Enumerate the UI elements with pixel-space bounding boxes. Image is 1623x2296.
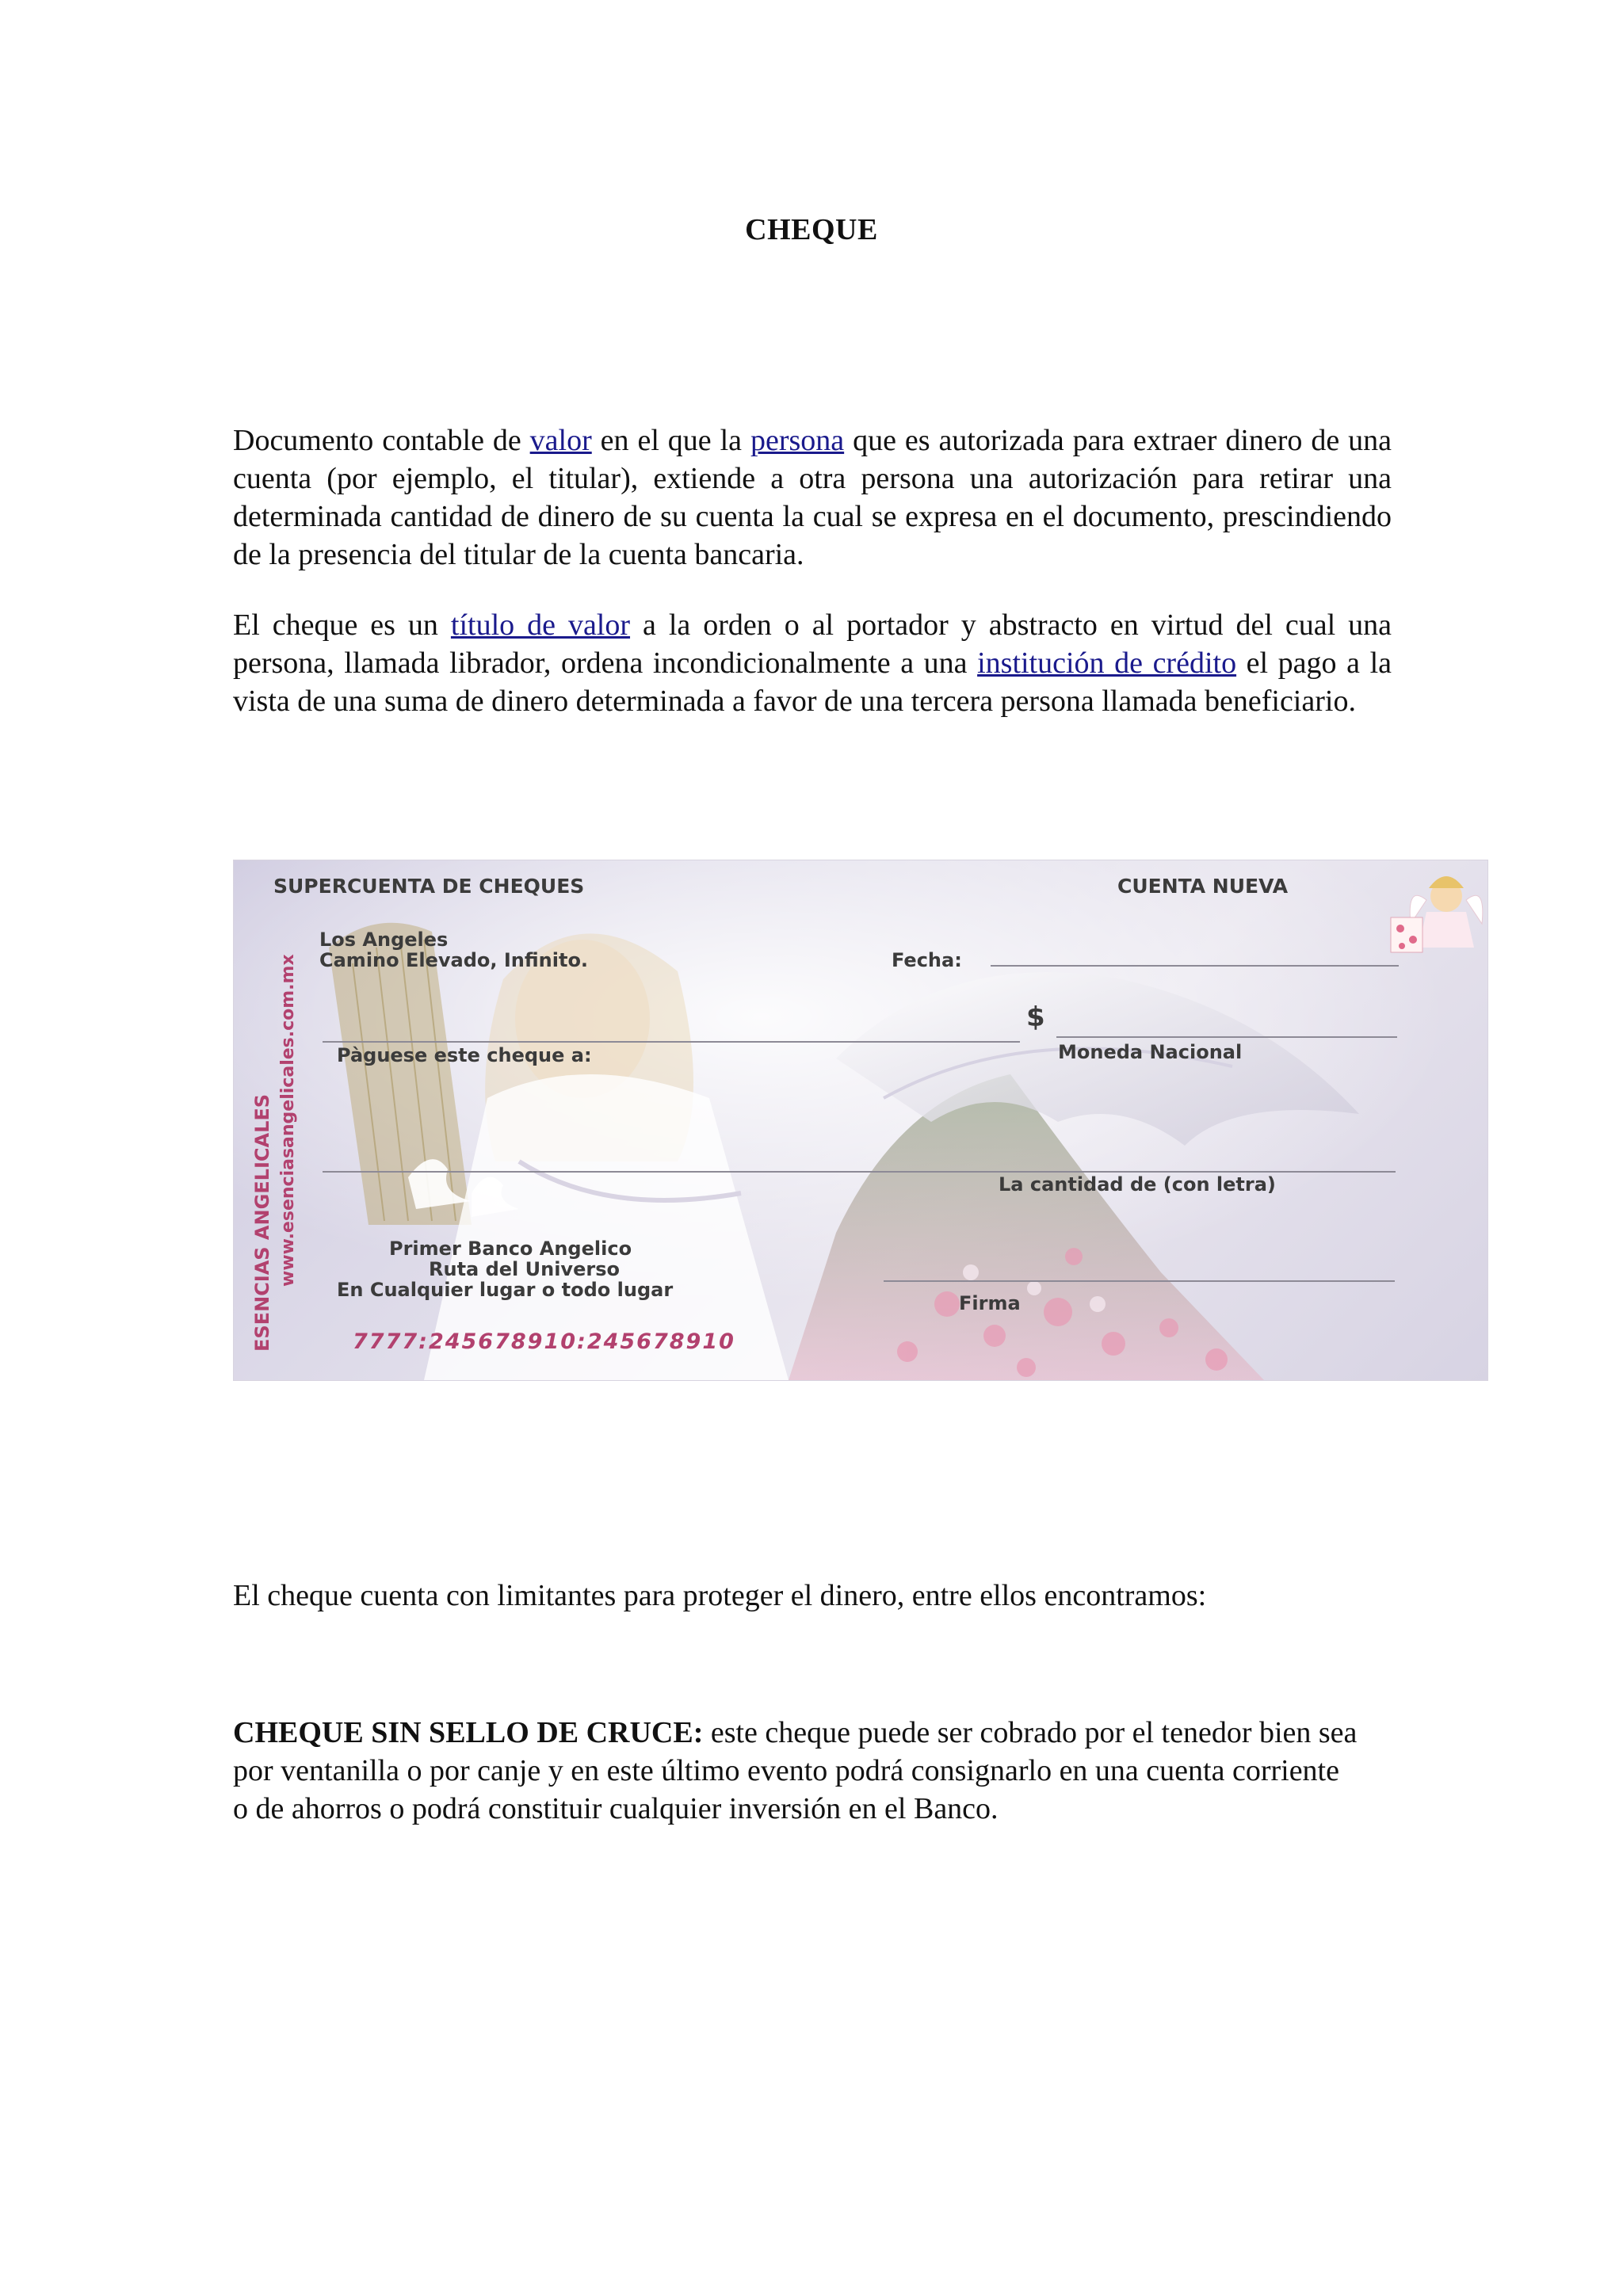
signature-line [884, 1280, 1395, 1282]
term-heading: CHEQUE SIN SELLO DE CRUCE: [233, 1716, 704, 1749]
paragraph-text: en el que la [591, 424, 750, 457]
side-brand-name: ESENCIAS ANGELICALES [251, 1093, 273, 1352]
paragraph-definition [233, 421, 1392, 574]
paragraph-limitations: El cheque cuenta con limitantes para proteger el dinero, entre ellos encontramos: [233, 1579, 1207, 1612]
paragraph-text: El cheque es un [233, 608, 451, 642]
amount-line [1056, 1036, 1397, 1038]
paragraph-text: este cheque puede ser cobrado por el tenedor bien sea por ventanilla o por canje y en este último evento podrá consignarlo en una cuenta corriente o de ahorros o podrá constituir cualquier inversión en el Banco. [233, 1716, 1358, 1825]
cheque-address-line2: Camino Elevado, Infinito. [319, 949, 589, 971]
bank-line1: Primer Banco Angelico [389, 1238, 632, 1260]
cheque-image [233, 860, 1488, 1381]
paragraph-text: el pago a la vista de una suma de dinero determinada a favor de una tercera persona llamada beneficiario. [233, 646, 1392, 718]
pay-to-label: Pàguese este cheque a: [337, 1044, 592, 1066]
cheque-header-left: SUPERCUENTA DE CHEQUES [273, 875, 585, 898]
link-institucion-de-credito[interactable]: institución de crédito [977, 646, 1237, 680]
paragraph-text: a la orden o al portador y abstracto en virtud del cual una persona, llamada librador, ordena incondicionalmente a una [233, 608, 1392, 680]
paragraph-text: Documento contable de [233, 424, 530, 457]
cheque-header-right: CUENTA NUEVA [1117, 875, 1289, 898]
amount-words-label: La cantidad de (con letra) [999, 1173, 1276, 1196]
bank-line3: En Cualquier lugar o todo lugar [337, 1279, 674, 1301]
cheque-fecha-label: Fecha: [892, 949, 962, 971]
fecha-line [991, 965, 1399, 967]
firma-label: Firma [959, 1292, 1021, 1314]
paragraph-cheque-sin-sello [233, 1714, 1358, 1828]
paragraph-text: que es autorizada para extraer dinero de una cuenta (por ejemplo, el titular), extiende a otra persona una autorización para retirar una determinada cantidad de dinero de su cuenta la cual se expresa en el documento, prescindiendo de la presencia del titular de la cuenta bancaria. [233, 424, 1392, 571]
link-valor[interactable]: valor [529, 424, 592, 457]
cheque-address-line1: Los Angeles [319, 929, 449, 951]
dollar-sign: $ [1026, 1001, 1045, 1033]
bank-line2: Ruta del Universo [429, 1258, 620, 1280]
link-persona[interactable]: persona [750, 424, 845, 457]
page-title: CHEQUE [745, 213, 878, 246]
amount-words-line [323, 1171, 1396, 1173]
paragraph-cheque-description [233, 606, 1392, 720]
currency-label: Moneda Nacional [1058, 1041, 1243, 1063]
micr-line: 7777:245678910:245678910 [353, 1329, 735, 1354]
payee-line [323, 1041, 1020, 1043]
link-titulo-de-valor[interactable]: título de valor [450, 608, 631, 642]
side-brand-url: www.esenciasangelicales.com.mx [278, 954, 298, 1287]
